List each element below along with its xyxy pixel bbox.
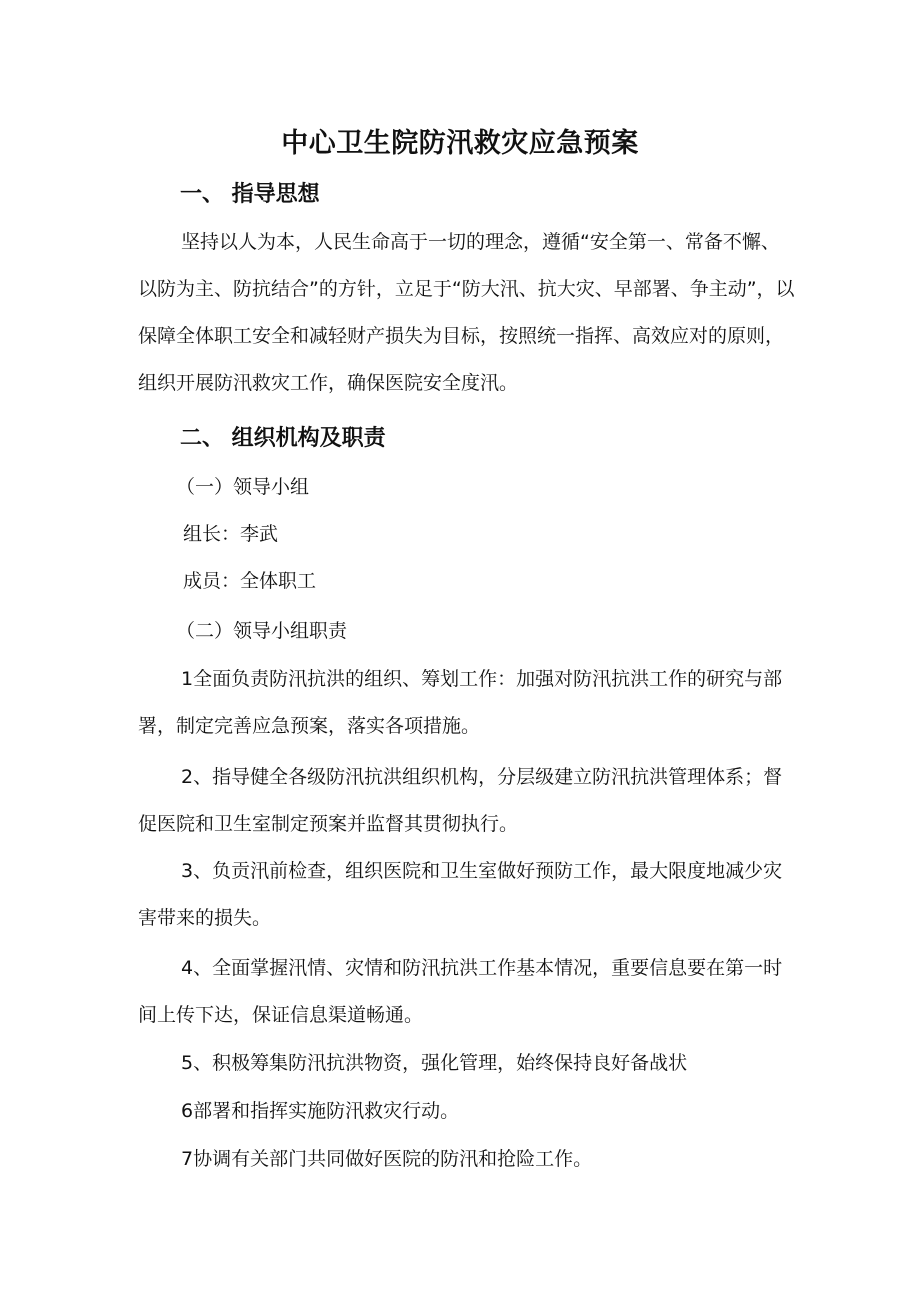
duty-item: 3、负贡汛前检查，组织医院和卫生室做好预防工作，最大限度地减少灾害带来的损失。 (138, 860, 783, 929)
duty-item: 1全面负责防汛抗洪的组织、筹划工作：加强对防汛抗洪工作的研究与部署，制定完善应急预案，落实各项措施。 (138, 668, 783, 737)
duty-item: 4、全面掌握汛情、灾情和防汛抗洪工作基本情况，重要信息要在第一时间上传下达，保证信息渠道畅通。 (138, 957, 783, 1026)
document-title: 中心卫生院防汛救灾应急预案 (281, 128, 639, 159)
duty-item: 6部署和指挥实施防汛救灾行动。 (181, 1100, 460, 1122)
guiding-thought-paragraph: 坚持以人为本，人民生命高于一切的理念，遵循“安全第一、常备不懈、以防为主、防抗结合”的方针，立足于“防大汛、抗大灾、早部署、争主动”，以保障全体职工安全和减轻财产损失为目标，按照统一指挥、高效应对的原则，组织开展防汛救灾工作，确保医院安全度汛。 (138, 231, 795, 394)
subheading-leadership-duties: （二）领导小组职责 (176, 620, 348, 642)
section-heading-organization: 二、 组织机构及职责 (180, 426, 386, 451)
group-leader-line: 组长：李武 (183, 523, 279, 545)
section-heading-guiding-thought: 一、 指导思想 (180, 182, 320, 207)
subheading-leadership-group: （一）领导小组 (176, 476, 310, 498)
duty-item: 5、积极筹集防汛抗洪物资，强化管理，始终保持良好备战状 (181, 1052, 688, 1074)
duty-item: 2、指导健全各级防汛抗洪组织机构，分层级建立防汛抗洪管理体系；督促医院和卫生室制定预案并监督其贯彻执行。 (138, 766, 783, 835)
duty-item: 7协调有关部门共同做好医院的防汛和抢险工作。 (181, 1148, 593, 1170)
group-members-line: 成员：全体职工 (183, 570, 317, 592)
